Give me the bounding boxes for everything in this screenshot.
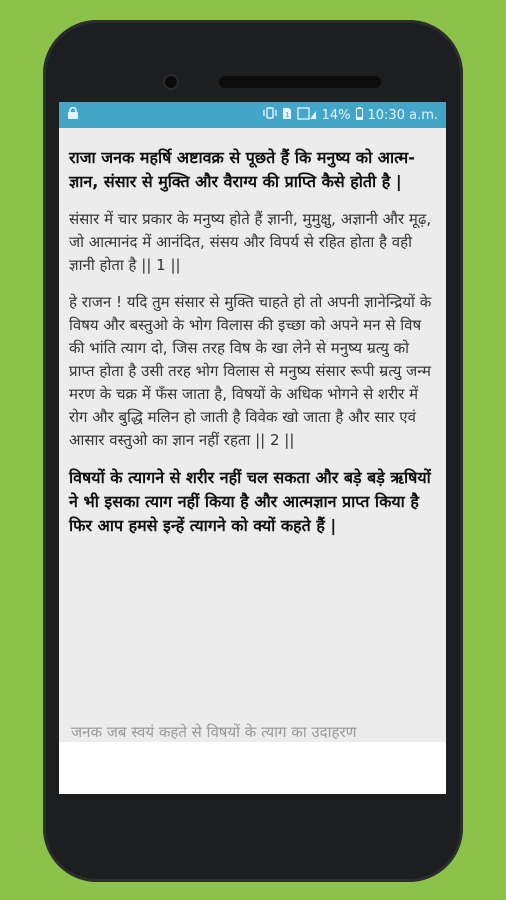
battery-icon <box>356 107 363 124</box>
app-screen <box>59 102 446 794</box>
question-paragraph: राजा जनक महर्षि अष्टावक्र से पूछते हैं कि मनुष्य को आत्म-ज्ञान, संसार से मुक्ति और वैराग्य की प्राप्ति कैसे होती है | <box>69 148 415 191</box>
ad-banner-area <box>59 742 446 794</box>
battery-percent: 14% <box>321 107 351 123</box>
answer-paragraph: संसार में चार प्रकार के मनुष्य होते हैं ज्ञानी, मुमुक्षु, अज्ञानी और मूढ़, जो आत्मानंद में आनंदित, संसय और विपर्य से रहित होता है वही ज्ञानी होता है || 1 || <box>69 210 432 274</box>
lock-screen-icon <box>67 107 79 124</box>
svg-text:1: 1 <box>284 110 290 119</box>
front-camera <box>163 74 179 90</box>
question-paragraph: विषयों के त्यागने से शरीर नहीं चल सकता और बड़े बड़े ऋषियों ने भी इसका त्याग नहीं किया है और आत्मज्ञान प्राप्त किया है फिर आप हमसे इन्हें त्यागने को क्यों कहते हैं | <box>69 468 431 535</box>
vibrate-icon <box>263 107 277 123</box>
content-area[interactable] <box>59 128 446 538</box>
status-time: 10:30 a.m. <box>367 107 438 123</box>
signal-icon <box>297 107 317 124</box>
answer-paragraph: हे राजन ! यदि तुम संसार से मुक्ति चाहते हो तो अपनी ज्ञानेन्द्रियों के विषय और बस्तुओ के भोग विलास की इच्छा को अपने मन से विष की भांति त्याग दो, जिस तरह विष के खा लेने से मनुष्य म्रत्यु को प्राप्त होता है उसी तरह भोग विलास से मनुष्य संसार रूपी म्रत्यु जन्म मरण के चक्र में फँस जाता है, विषयों के अधिक भोगने से शरीर में रोग और बुद्धि मलिन हो जाती है विवेक खो जाता है और सार एवं आसार वस्तुओ का ज्ञान नहीं रहता || 2 || <box>69 293 432 449</box>
status-bar <box>59 102 446 128</box>
phone-chin <box>0 794 506 882</box>
earpiece-speaker <box>219 76 381 88</box>
sim-icon <box>282 107 292 124</box>
partially-visible-text: जनक जब स्वयं कहते से विषयों के त्याग का उदाहरण <box>71 723 357 741</box>
